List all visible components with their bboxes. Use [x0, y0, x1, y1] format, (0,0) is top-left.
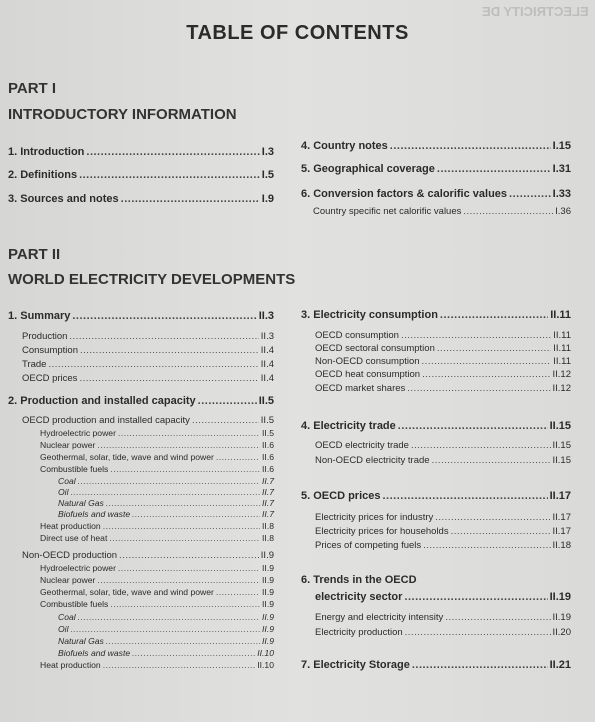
dot-leader — [80, 345, 259, 356]
toc-entry[interactable] — [22, 331, 274, 342]
toc-entry-page: I.3 — [261, 146, 274, 158]
toc-entry-label: Country specific net calorific values — [313, 206, 462, 217]
toc-entry-label: 2. Definitions — [8, 169, 78, 181]
toc-entry-page: I.33 — [552, 188, 571, 200]
toc-entry-page: II.19 — [552, 612, 571, 623]
toc-entry-page: II.9 — [260, 550, 274, 561]
dot-leader — [382, 490, 547, 502]
toc-entry-page: II.4 — [260, 359, 274, 370]
toc-entry-label: Coal — [58, 476, 76, 486]
toc-entry-label: OECD sectoral consumption — [315, 343, 435, 354]
toc-entry-label: Electricity production — [315, 627, 403, 638]
toc-entry-label: OECD market shares — [315, 383, 406, 394]
dot-leader — [121, 193, 260, 205]
toc-entry-page: II.11 — [553, 330, 571, 341]
toc-entry-page: II.9 — [262, 575, 274, 585]
toc-entry[interactable] — [58, 612, 274, 622]
toc-entry-page: II.7 — [262, 487, 274, 497]
toc-entry[interactable] — [315, 356, 571, 367]
toc-entry[interactable] — [301, 420, 571, 432]
toc-entry-page: II.15 — [549, 420, 571, 432]
toc-entry-page: II.21 — [549, 659, 571, 671]
toc-entry-page: II.5 — [262, 428, 274, 438]
toc-entry-label: Non-OECD electricity trade — [315, 455, 430, 466]
toc-entry[interactable] — [58, 648, 274, 658]
toc-entry-label: Hydroelectric power — [40, 563, 116, 573]
toc-entry[interactable] — [40, 563, 274, 573]
toc-entry-label: Geothermal, solar, tide, wave and wind power — [40, 452, 214, 462]
dot-leader — [103, 660, 256, 670]
dot-leader — [390, 140, 551, 152]
toc-entry[interactable] — [315, 369, 571, 380]
toc-entry-page: II.12 — [552, 383, 571, 394]
toc-entry[interactable] — [58, 624, 274, 634]
toc-entry-page: II.9 — [262, 636, 274, 646]
toc-entry[interactable] — [301, 574, 571, 586]
toc-entry-label: Electricity prices for industry — [315, 512, 434, 523]
toc-entry-label: Consumption — [22, 345, 78, 356]
toc-entry[interactable] — [58, 509, 274, 519]
toc-entry-page: II.17 — [552, 526, 571, 537]
dot-leader — [119, 550, 259, 561]
bleed-through-text: ELECTRICITY DE — [482, 4, 589, 19]
dot-leader — [97, 440, 260, 450]
toc-entry-page: II.17 — [549, 490, 571, 502]
toc-entry-label: Non-OECD production — [22, 550, 118, 561]
part1-label: PART I — [8, 80, 57, 97]
toc-entry[interactable] — [315, 627, 571, 638]
toc-entry-label: OECD prices — [22, 373, 78, 384]
dot-leader — [437, 163, 551, 175]
toc-entry-page: II.9 — [262, 612, 274, 622]
toc-entry-label: Prices of competing fuels — [315, 540, 422, 551]
dot-leader — [132, 648, 255, 658]
toc-entry-page: II.9 — [262, 563, 274, 573]
toc-entry-label: Combustible fuels — [40, 599, 109, 609]
toc-entry-page: II.19 — [549, 591, 571, 603]
toc-entry-label: 3. Electricity consumption — [301, 309, 438, 321]
dot-leader — [404, 591, 547, 603]
toc-entry-label: Electricity prices for households — [315, 526, 449, 537]
part2-heading: WORLD ELECTRICITY DEVELOPMENTS — [8, 271, 296, 288]
toc-entry-page: II.7 — [262, 498, 274, 508]
toc-entry-page: II.4 — [260, 373, 274, 384]
toc-entry-label: Oil — [58, 624, 69, 634]
toc-entry-label: Coal — [58, 612, 76, 622]
toc-entry-page: II.15 — [552, 455, 571, 466]
toc-entry[interactable] — [40, 428, 274, 438]
toc-entry-label: OECD production and installed capacity — [22, 415, 190, 426]
toc-entry-page: II.7 — [262, 509, 274, 519]
part2-label: PART II — [8, 246, 61, 263]
dot-leader — [72, 310, 256, 322]
toc-entry-label: Natural Gas — [58, 636, 104, 646]
toc-entry-label: electricity sector — [315, 591, 403, 603]
toc-entry[interactable] — [22, 359, 274, 370]
toc-entry-label: 1. Summary — [8, 310, 71, 322]
toc-entry-label: Heat production — [40, 521, 101, 531]
toc-entry[interactable] — [301, 490, 571, 502]
dot-leader — [435, 512, 550, 523]
toc-entry-label: Energy and electricity intensity — [315, 612, 444, 623]
dot-leader — [432, 455, 551, 466]
dot-leader — [198, 395, 257, 407]
toc-entry-label: Hydroelectric power — [40, 428, 116, 438]
toc-entry-page: II.3 — [260, 331, 274, 342]
part1-heading: INTRODUCTORY INFORMATION — [8, 106, 237, 123]
dot-leader — [405, 627, 551, 638]
toc-entry-page: II.3 — [258, 310, 274, 322]
toc-entry[interactable] — [8, 146, 274, 158]
toc-entry-label: Nuclear power — [40, 575, 96, 585]
toc-entry-label: 4. Electricity trade — [301, 420, 396, 432]
toc-entry-page: II.12 — [552, 369, 571, 380]
toc-entry[interactable] — [301, 188, 571, 200]
toc-entry-page: II.4 — [260, 345, 274, 356]
toc-entry[interactable] — [301, 163, 571, 175]
toc-entry[interactable] — [22, 373, 274, 384]
toc-entry-page: II.20 — [552, 627, 571, 638]
toc-entry-page: I.9 — [261, 193, 274, 205]
toc-entry-label: Direct use of heat — [40, 533, 108, 543]
toc-entry[interactable] — [40, 575, 274, 585]
toc-entry[interactable] — [40, 599, 274, 609]
dot-leader — [86, 146, 259, 158]
toc-entry[interactable] — [8, 395, 274, 407]
toc-entry[interactable] — [8, 310, 274, 322]
toc-entry[interactable] — [40, 533, 274, 543]
toc-entry[interactable] — [315, 383, 571, 394]
toc-entry-page: II.7 — [262, 476, 274, 486]
toc-entry-label: OECD heat consumption — [315, 369, 421, 380]
dot-leader — [132, 509, 260, 519]
dot-leader — [103, 521, 260, 531]
toc-entry-label: 4. Country notes — [301, 140, 388, 152]
toc-entry[interactable] — [315, 591, 571, 603]
toc-entry-page: II.9 — [262, 624, 274, 634]
dot-leader — [463, 206, 553, 217]
dot-leader — [109, 533, 260, 543]
toc-entry-page: II.17 — [552, 512, 571, 523]
toc-entry-label: OECD electricity trade — [315, 440, 409, 451]
toc-entry-label: 6. Trends in the OECD — [301, 574, 417, 586]
toc-entry-page: II.18 — [552, 540, 571, 551]
dot-leader — [411, 440, 551, 451]
toc-entry-page: II.15 — [552, 440, 571, 451]
dot-leader — [216, 587, 260, 597]
toc-entry[interactable] — [8, 193, 274, 205]
toc-entry-page: I.36 — [555, 206, 571, 217]
dot-leader — [398, 420, 548, 432]
toc-entry-page: II.6 — [262, 440, 274, 450]
dot-leader — [422, 369, 550, 380]
toc-entry[interactable] — [40, 464, 274, 474]
toc-entry-page: II.10 — [257, 660, 274, 670]
toc-entry-label: Biofuels and waste — [58, 509, 131, 519]
dot-leader — [69, 331, 258, 342]
dot-leader — [106, 498, 260, 508]
toc-entry-label: 5. Geographical coverage — [301, 163, 435, 175]
toc-entry-page: II.5 — [258, 395, 274, 407]
toc-entry-page: II.6 — [262, 452, 274, 462]
toc-entry[interactable] — [40, 452, 274, 462]
toc-entry-page: II.11 — [553, 356, 571, 367]
toc-entry-label: Non-OECD consumption — [315, 356, 420, 367]
dot-leader — [79, 373, 258, 384]
dot-leader — [71, 487, 261, 497]
toc-entry-label: OECD consumption — [315, 330, 399, 341]
toc-entry[interactable] — [22, 550, 274, 561]
toc-entry-label: Heat production — [40, 660, 101, 670]
toc-entry[interactable] — [58, 476, 274, 486]
dot-leader — [78, 476, 260, 486]
dot-leader — [412, 659, 548, 671]
toc-entry[interactable] — [22, 345, 274, 356]
toc-entry-page: II.11 — [553, 343, 571, 354]
dot-leader — [192, 415, 259, 426]
dot-leader — [445, 612, 550, 623]
toc-entry-page: II.8 — [262, 533, 274, 543]
toc-entry[interactable] — [315, 455, 571, 466]
toc-entry-label: Production — [22, 331, 68, 342]
dot-leader — [509, 188, 551, 200]
dot-leader — [78, 612, 260, 622]
dot-leader — [401, 330, 551, 341]
toc-entry-page: II.10 — [257, 648, 274, 658]
toc-entry[interactable] — [58, 487, 274, 497]
dot-leader — [407, 383, 550, 394]
dot-leader — [118, 428, 260, 438]
page-title: TABLE OF CONTENTS — [186, 22, 409, 44]
toc-entry-label: Natural Gas — [58, 498, 104, 508]
toc-entry[interactable] — [301, 140, 571, 152]
toc-entry[interactable] — [315, 440, 571, 451]
toc-entry-page: I.15 — [552, 140, 571, 152]
toc-entry-page: II.9 — [262, 587, 274, 597]
dot-leader — [110, 599, 260, 609]
dot-leader — [437, 343, 551, 354]
toc-entry-page: II.8 — [262, 521, 274, 531]
toc-entry[interactable] — [315, 330, 571, 341]
toc-entry-label: 1. Introduction — [8, 146, 85, 158]
dot-leader — [118, 563, 260, 573]
toc-entry-page: II.9 — [262, 599, 274, 609]
dot-leader — [110, 464, 260, 474]
toc-entry-label: 2. Production and installed capacity — [8, 395, 196, 407]
toc-entry[interactable] — [301, 659, 571, 671]
toc-entry-page: I.5 — [261, 169, 274, 181]
toc-entry[interactable] — [40, 587, 274, 597]
toc-entry-label: 7. Electricity Storage — [301, 659, 410, 671]
dot-leader — [48, 359, 258, 370]
toc-entry-label: Nuclear power — [40, 440, 96, 450]
toc-entry-page: II.11 — [550, 309, 571, 321]
dot-leader — [71, 624, 261, 634]
toc-entry[interactable] — [22, 415, 274, 426]
toc-entry[interactable] — [40, 521, 274, 531]
dot-leader — [440, 309, 548, 321]
toc-entry-page: I.31 — [552, 163, 571, 175]
dot-leader — [106, 636, 260, 646]
toc-entry-label: Oil — [58, 487, 69, 497]
dot-leader — [216, 452, 260, 462]
toc-entry[interactable] — [58, 498, 274, 508]
toc-entry-label: Biofuels and waste — [58, 648, 131, 658]
toc-entry-label: Trade — [22, 359, 47, 370]
dot-leader — [423, 540, 550, 551]
toc-entry-page: II.6 — [262, 464, 274, 474]
dot-leader — [422, 356, 552, 367]
toc-entry[interactable] — [40, 660, 274, 670]
toc-entry[interactable] — [58, 636, 274, 646]
toc-entry[interactable] — [315, 612, 571, 623]
toc-entry[interactable] — [8, 169, 274, 181]
toc-entry[interactable] — [315, 343, 571, 354]
toc-entry-label: 6. Conversion factors & calorific values — [301, 188, 508, 200]
toc-entry[interactable] — [301, 309, 571, 321]
toc-entry-label: 3. Sources and notes — [8, 193, 119, 205]
toc-entry[interactable] — [315, 526, 571, 537]
toc-entry-label: 5. OECD prices — [301, 490, 381, 502]
toc-entry-label: Combustible fuels — [40, 464, 109, 474]
dot-leader — [451, 526, 551, 537]
toc-entry[interactable] — [315, 512, 571, 523]
toc-entry-label: Geothermal, solar, tide, wave and wind power — [40, 587, 214, 597]
toc-entry[interactable] — [315, 540, 571, 551]
toc-entry[interactable] — [40, 440, 274, 450]
toc-entry-page: II.5 — [260, 415, 274, 426]
dot-leader — [79, 169, 260, 181]
dot-leader — [97, 575, 260, 585]
toc-entry[interactable] — [313, 206, 571, 217]
